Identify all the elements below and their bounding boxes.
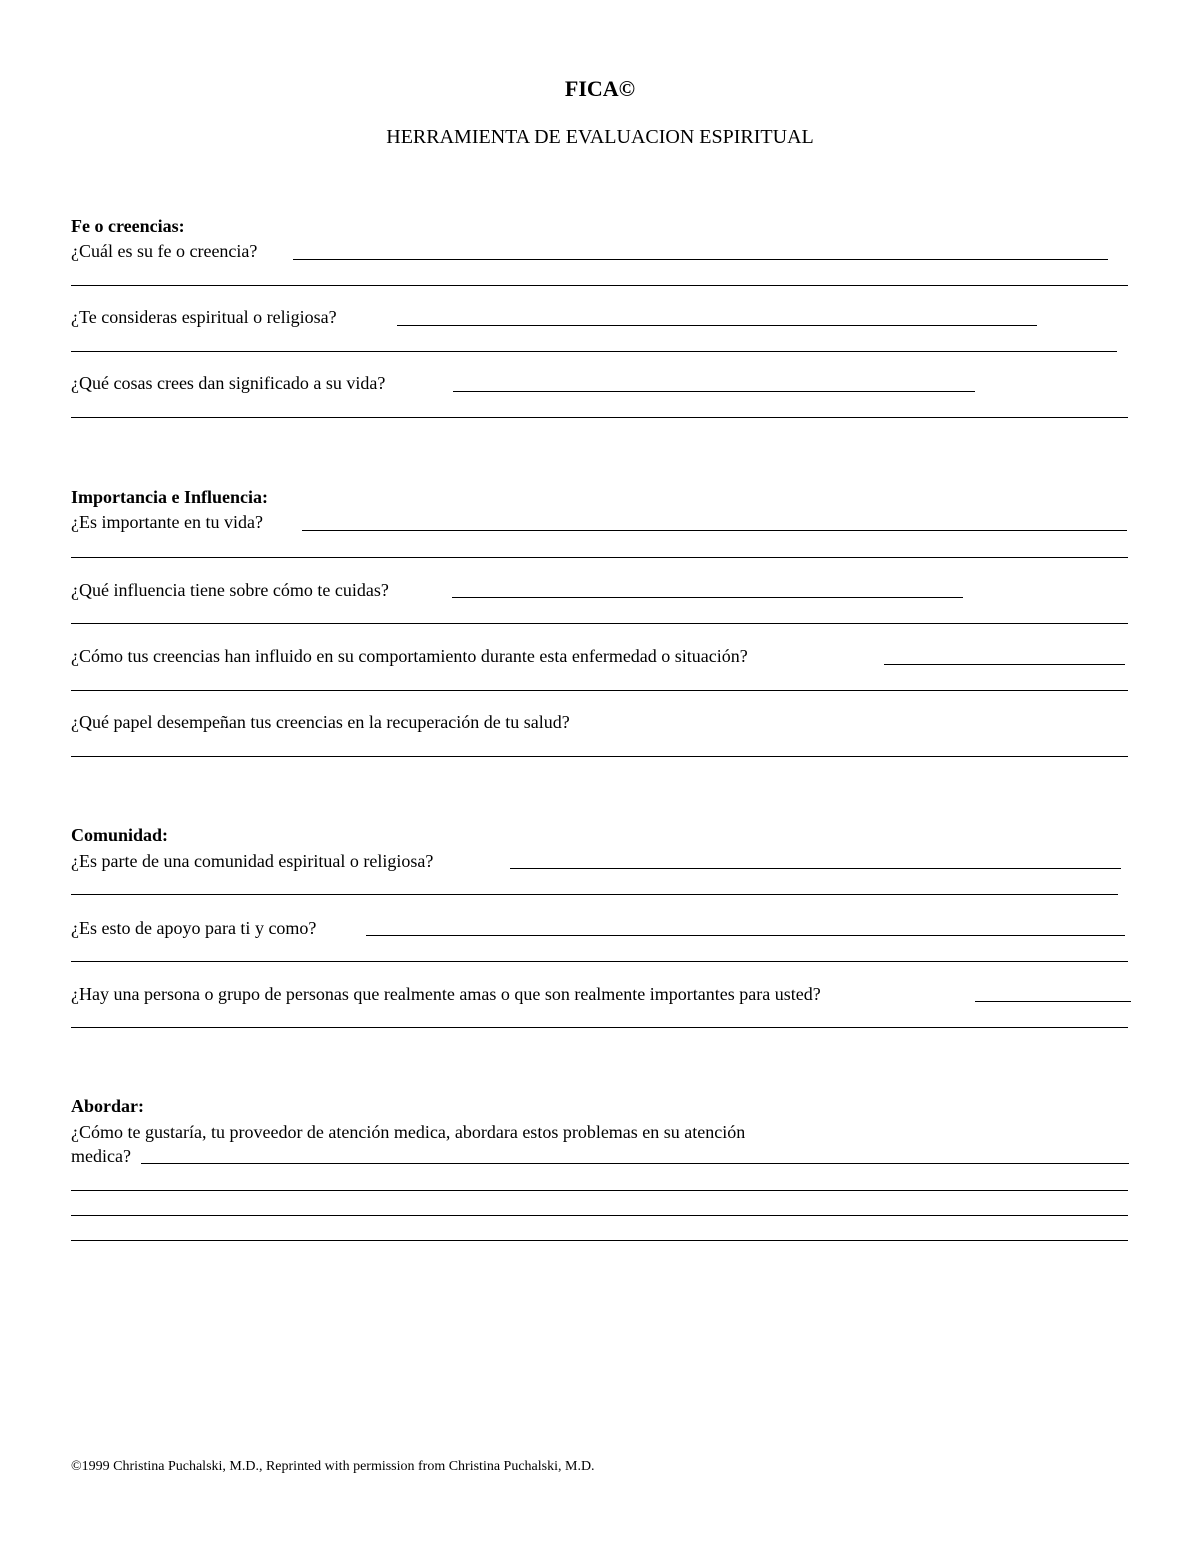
- answer-line[interactable]: [71, 417, 1128, 418]
- question-self-care-influence: ¿Qué influencia tiene sobre cómo te cuidas?: [71, 580, 389, 600]
- question-meaning-of-life: ¿Qué cosas crees dan significado a su vida?: [71, 373, 386, 393]
- question-illness-behavior: ¿Cómo tus creencias han influido en su comportamiento durante esta enfermedad o situación?: [71, 646, 748, 666]
- answer-line[interactable]: [141, 1163, 1129, 1164]
- question-care-provider-line2: medica?: [71, 1146, 131, 1166]
- answer-line[interactable]: [397, 325, 1037, 326]
- answer-line[interactable]: [452, 597, 963, 598]
- copyright-footer: ©1999 Christina Puchalski, M.D., Reprinted with permission from Christina Puchalski, M.D.: [71, 1459, 595, 1474]
- answer-line[interactable]: [71, 285, 1128, 286]
- document-title: FICA©: [564, 76, 636, 101]
- question-community-support: ¿Es esto de apoyo para ti y como?: [71, 918, 317, 938]
- answer-line[interactable]: [71, 1215, 1128, 1216]
- section-heading-importance: Importancia e Influencia:: [71, 487, 268, 507]
- section-heading-faith: Fe o creencias:: [71, 216, 185, 236]
- question-care-provider-line1: ¿Cómo te gustaría, tu proveedor de atención medica, abordara estos problemas en su atención: [71, 1122, 746, 1142]
- answer-line[interactable]: [884, 664, 1125, 665]
- section-heading-address: Abordar:: [71, 1096, 144, 1116]
- answer-line[interactable]: [71, 961, 1128, 962]
- answer-line[interactable]: [453, 391, 975, 392]
- question-importance: ¿Es importante en tu vida?: [71, 512, 263, 532]
- question-important-people: ¿Hay una persona o grupo de personas que realmente amas o que son realmente importantes para usted?: [71, 984, 821, 1004]
- answer-line[interactable]: [366, 935, 1125, 936]
- question-faith-belief: ¿Cuál es su fe o creencia?: [71, 241, 258, 261]
- answer-line[interactable]: [302, 530, 1127, 531]
- document-subtitle: HERRAMIENTA DE EVALUACION ESPIRITUAL: [386, 126, 814, 148]
- answer-line[interactable]: [510, 868, 1121, 869]
- answer-line[interactable]: [71, 351, 1117, 352]
- question-spiritual-religious: ¿Te consideras espiritual o religiosa?: [71, 307, 337, 327]
- answer-line[interactable]: [71, 1027, 1128, 1028]
- answer-line[interactable]: [71, 623, 1128, 624]
- answer-line[interactable]: [71, 756, 1128, 757]
- answer-line[interactable]: [71, 690, 1128, 691]
- question-community-membership: ¿Es parte de una comunidad espiritual o religiosa?: [71, 851, 434, 871]
- answer-line[interactable]: [71, 1190, 1128, 1191]
- answer-line[interactable]: [293, 259, 1108, 260]
- question-health-recovery: ¿Qué papel desempeñan tus creencias en la recuperación de tu salud?: [71, 712, 570, 732]
- answer-line[interactable]: [71, 557, 1128, 558]
- answer-line[interactable]: [71, 1240, 1128, 1241]
- section-heading-community: Comunidad:: [71, 825, 169, 845]
- answer-line[interactable]: [975, 1001, 1131, 1002]
- answer-line[interactable]: [71, 894, 1118, 895]
